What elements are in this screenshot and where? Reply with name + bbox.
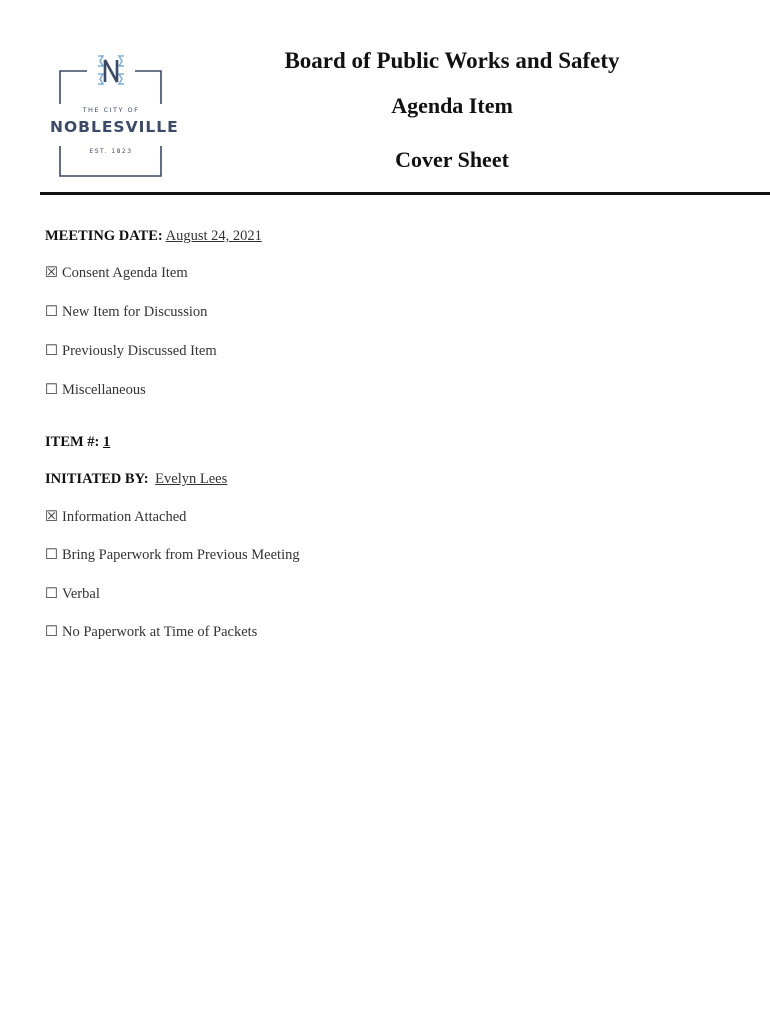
unchecked-box-icon: ☐ xyxy=(45,547,58,563)
item-number-label: ITEM #: xyxy=(45,434,100,450)
meeting-date-label: MEETING DATE: xyxy=(45,228,163,244)
unchecked-box-icon: ☐ xyxy=(45,304,58,320)
logo-frame-icon xyxy=(50,52,179,180)
paperwork-label: Verbal xyxy=(62,586,100,602)
paperwork-label: Bring Paperwork from Previous Meeting xyxy=(62,547,300,563)
agenda-type-label: Consent Agenda Item xyxy=(62,265,188,281)
meeting-date-row xyxy=(45,228,262,245)
agenda-type-consent xyxy=(45,265,188,282)
paperwork-attached xyxy=(45,509,186,526)
agenda-type-label: Miscellaneous xyxy=(62,382,146,398)
agenda-type-new xyxy=(45,304,207,321)
checked-box-icon: ☒ xyxy=(45,509,58,525)
agenda-item-title: Agenda Item xyxy=(391,93,513,118)
board-title: Board of Public Works and Safety xyxy=(284,48,620,73)
agenda-type-label: Previously Discussed Item xyxy=(62,343,217,359)
header-divider xyxy=(40,192,770,195)
logo-city-name: NOBLESVILLE xyxy=(50,118,179,136)
logo-line-1: THE CITY OF xyxy=(82,106,140,114)
checked-box-icon: ☒ xyxy=(45,265,58,281)
paperwork-previous-meeting xyxy=(45,547,300,564)
agenda-type-previous xyxy=(45,343,217,360)
logo-established: EST. 1823 xyxy=(89,148,133,155)
initiated-by-label: INITIATED BY: xyxy=(45,471,149,487)
cover-sheet-title: Cover Sheet xyxy=(395,147,509,172)
unchecked-box-icon: ☐ xyxy=(45,382,58,398)
unchecked-box-icon: ☐ xyxy=(45,624,58,640)
paperwork-label: No Paperwork at Time of Packets xyxy=(62,624,258,640)
item-number-row xyxy=(45,434,110,451)
agenda-type-misc xyxy=(45,382,146,399)
agenda-type-label: New Item for Discussion xyxy=(62,304,208,320)
initiated-by-name: Evelyn Lees xyxy=(155,471,228,487)
city-logo xyxy=(50,52,179,180)
paperwork-none xyxy=(45,624,257,641)
item-number-value: 1 xyxy=(103,434,111,450)
paperwork-verbal xyxy=(45,586,100,603)
unchecked-box-icon: ☐ xyxy=(45,586,58,602)
paperwork-label: Information Attached xyxy=(62,509,187,525)
unchecked-box-icon: ☐ xyxy=(45,343,58,359)
initiated-by-row xyxy=(45,471,227,488)
meeting-date-value: August 24, 2021 xyxy=(165,228,262,244)
